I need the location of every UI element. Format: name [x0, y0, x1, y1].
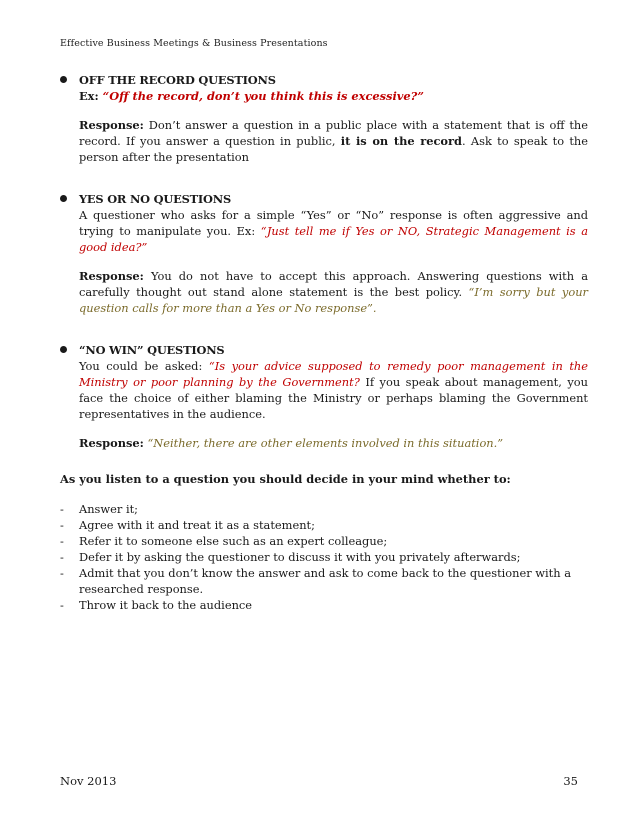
footer-date: Nov 2013: [60, 774, 117, 788]
example-quote: “Off the record, don’t you think this is excessive?”: [102, 89, 424, 103]
response-text-end: . Ask to speak to the person after the presentation: [79, 134, 589, 164]
list-item: - Refer it to someone else such as an expert colleague;: [60, 533, 588, 549]
section-off-the-record: [60, 72, 588, 165]
example-line: [79, 88, 588, 104]
response-paragraph: [79, 435, 588, 451]
intro-text: A questioner who asks for a simple “Yes” or “No” response is often aggressive and trying to manipulate you. Ex:: [79, 208, 588, 238]
response-bold-text: it is on the record: [340, 134, 462, 148]
response-text: Don’t answer a question in a public place with a statement that is off the record. If you answer a question in public,: [79, 118, 588, 148]
response-quote: “Neither, there are other elements involved in this situation.”: [143, 436, 504, 450]
section-heading: “NO WIN” QUESTIONS: [79, 343, 225, 357]
bullet-icon: [60, 195, 67, 202]
bullet-icon: [60, 76, 67, 83]
section-no-win: [60, 342, 588, 451]
question-quote: “Is your advice supposed to remedy poor management in the Ministry or poor planning by the Government?: [79, 359, 589, 389]
response-label: Response:: [79, 269, 144, 283]
intro-paragraph: [79, 207, 588, 255]
bullet-icon: [60, 346, 67, 353]
list-item: - Admit that you don’t know the answer and ask to come back to the questioner with a researched response.: [60, 565, 588, 597]
explanation-text: If you speak about management, you face the choice of either blaming the Ministry or perhaps blaming the Government representatives in the audience.: [79, 375, 589, 421]
page-number: 35: [563, 774, 578, 788]
section-heading: YES OR NO QUESTIONS: [79, 192, 231, 206]
listen-heading: As you listen to a question you should decide in your mind whether to:: [60, 472, 511, 486]
response-label: Response:: [79, 118, 144, 132]
response-label: Response:: [79, 436, 144, 450]
response-paragraph: [79, 268, 588, 316]
intro-text: You could be asked:: [79, 359, 209, 373]
response-paragraph: [79, 117, 588, 165]
list-item: - Defer it by asking the questioner to discuss it with you privately afterwards;: [60, 549, 588, 565]
section-yes-no: [60, 191, 588, 316]
example-quote: “Just tell me if Yes or NO, Strategic Management is a good idea?”: [79, 224, 588, 254]
list-item: - Answer it;: [60, 501, 588, 517]
response-options-list: [60, 501, 588, 613]
page-header: Effective Business Meetings & Business Presentations: [60, 38, 328, 49]
example-label: Ex:: [79, 89, 99, 103]
document-body: [60, 72, 588, 613]
response-text: You do not have to accept this approach. Answering questions with a carefully thought out stand alone statement is the best policy.: [79, 269, 588, 299]
intro-paragraph: [79, 358, 588, 422]
section-heading: OFF THE RECORD QUESTIONS: [79, 73, 276, 87]
list-item: - Agree with it and treat it as a statement;: [60, 517, 588, 533]
list-item: - Throw it back to the audience: [60, 597, 588, 613]
response-quote: “I’m sorry but your question calls for more than a Yes or No response”.: [79, 285, 588, 315]
